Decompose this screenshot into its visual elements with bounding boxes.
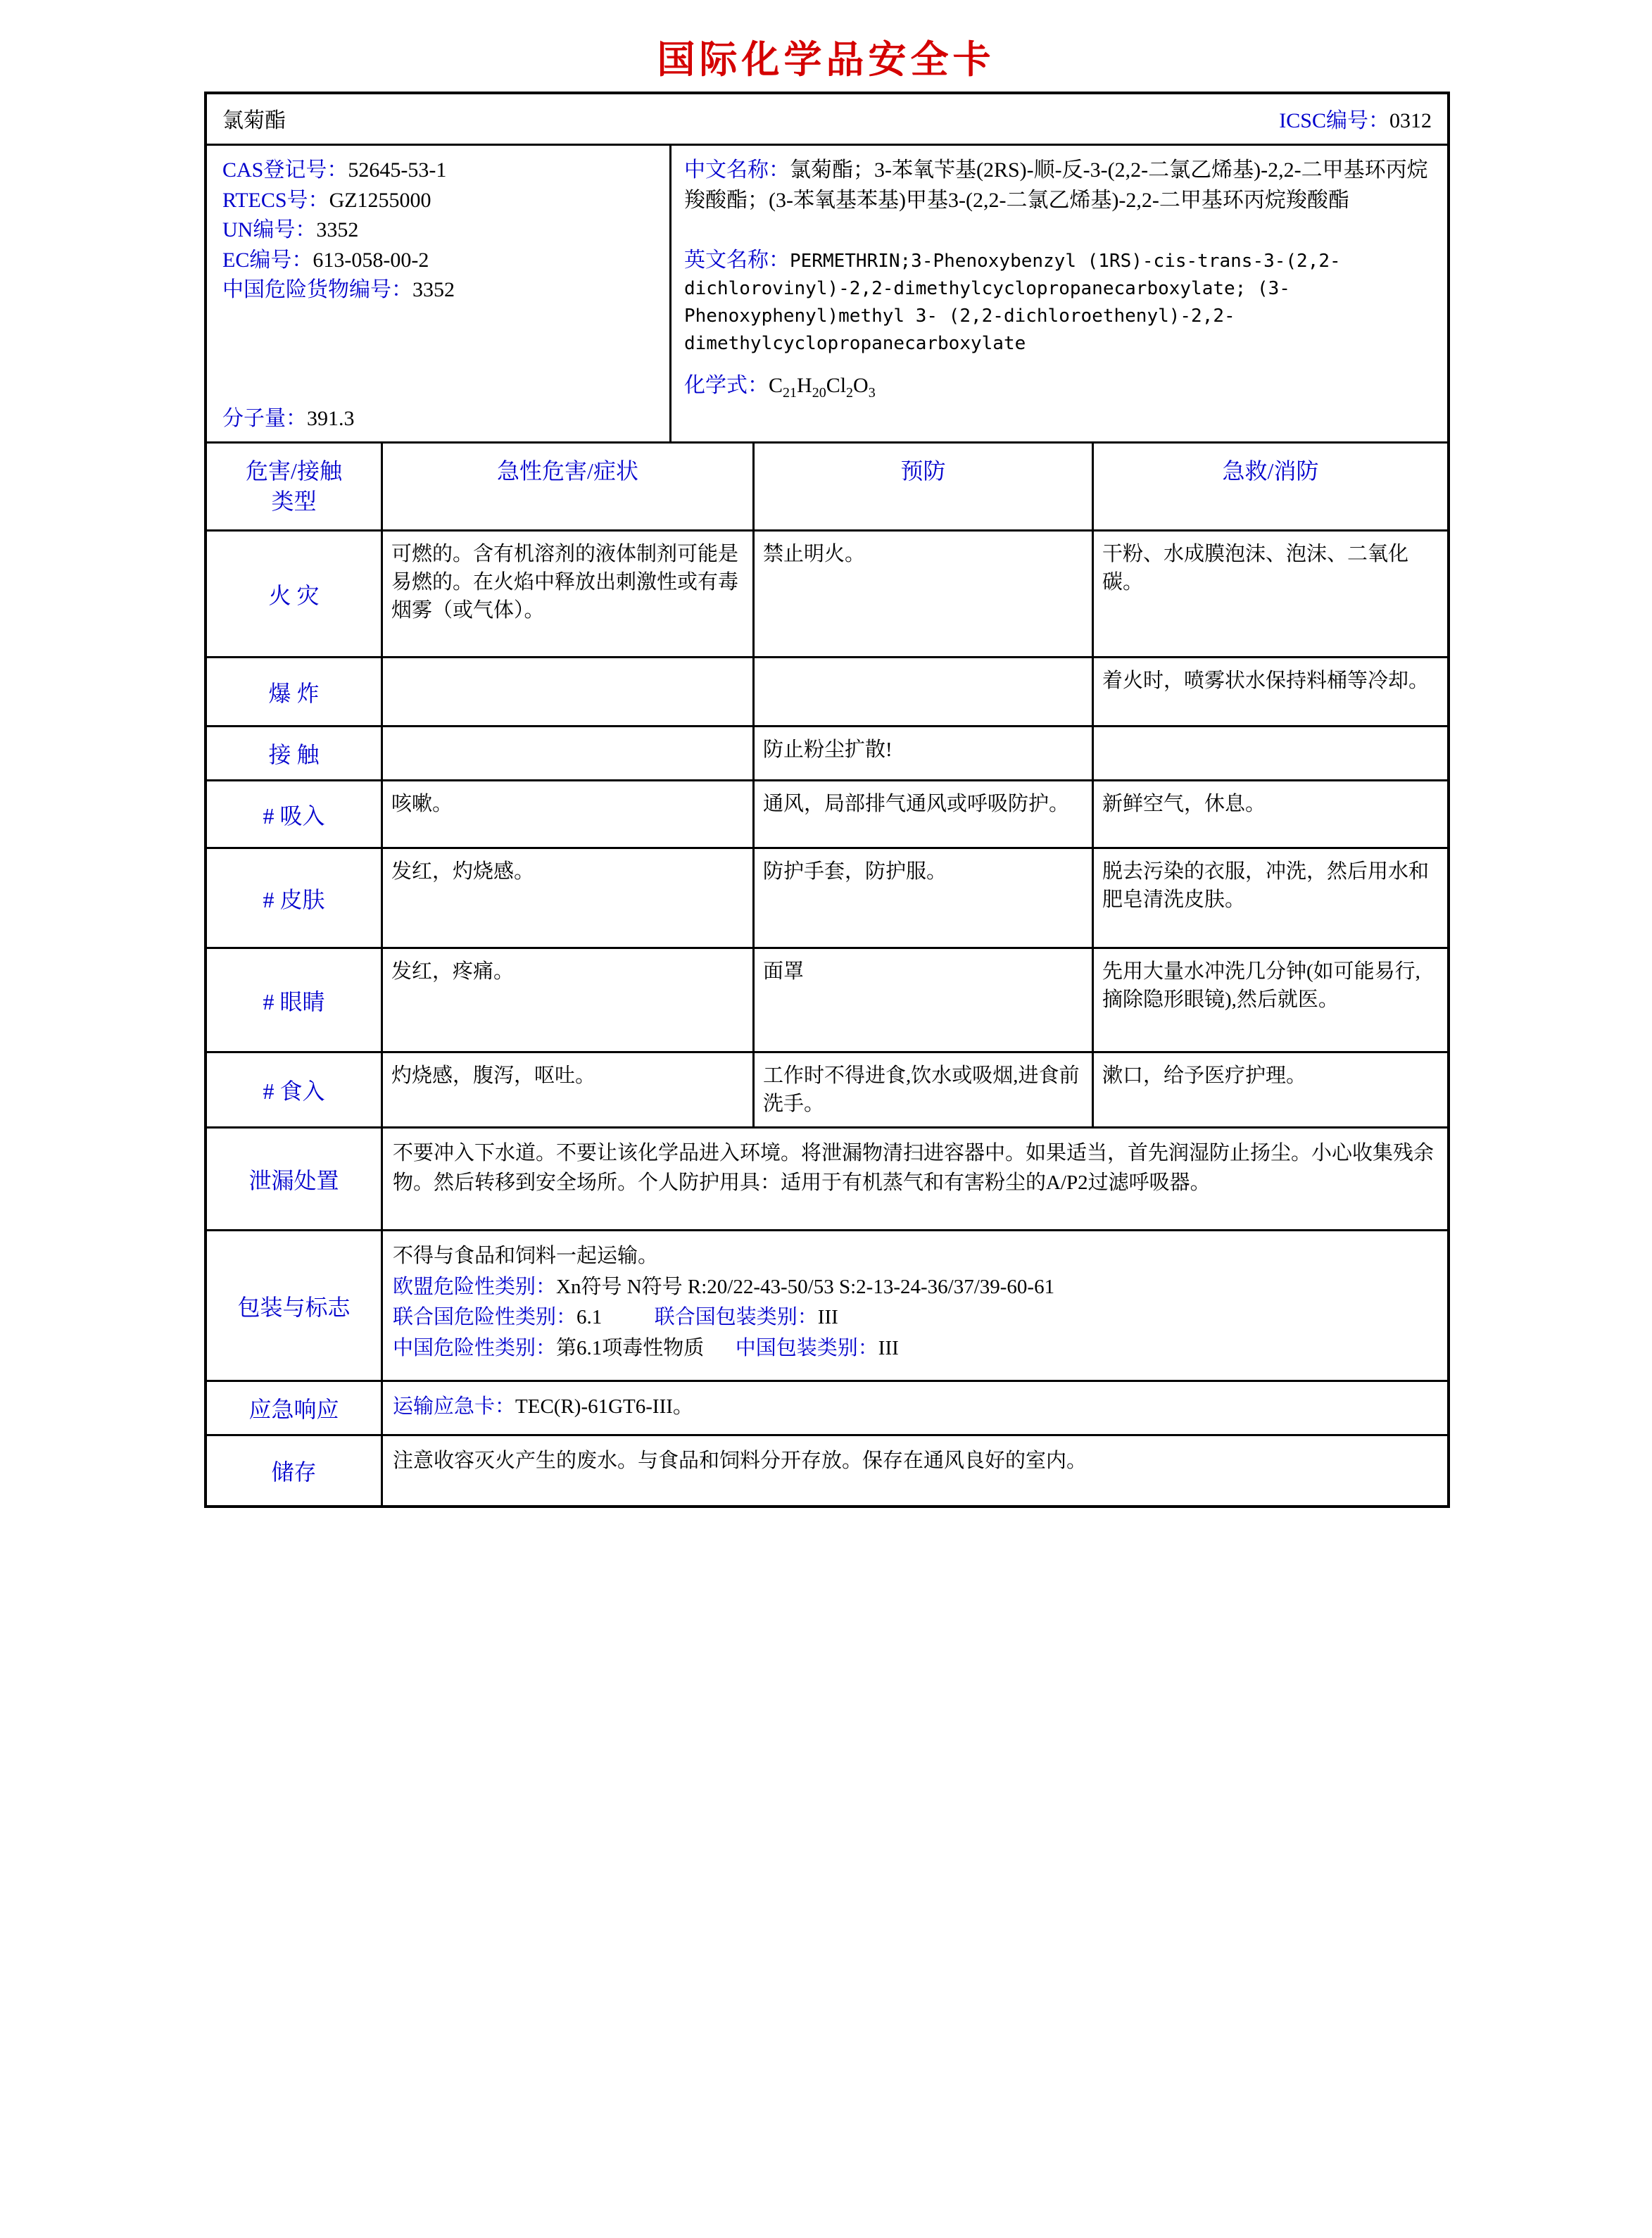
identifier-ec <box>222 246 662 276</box>
row-prevention-eyes: 面罩 <box>755 949 1094 1051</box>
column-header-firstaid: 急救/消防 <box>1222 458 1319 484</box>
packaging-eu <box>393 1272 1436 1303</box>
identifier-cas-value: 52645-53-1 <box>348 158 447 182</box>
emergency-card-label: 运输应急卡： <box>393 1395 516 1419</box>
row-symptoms-inhalation: 咳嗽。 <box>383 781 755 847</box>
packaging-un-hazard-value: 6.1 <box>576 1306 603 1329</box>
column-header-type: 危害/接触 类型 <box>207 444 383 529</box>
storage-row <box>207 1436 1447 1505</box>
english-name-value: PERMETHRIN;3-Phenoxybenzyl (1RS)-cis-trans-3-(2,2-dichlorovinyl)-2,2-dimethylcyclopropanecarboxylate; (3-Phenoxyphenyl)methyl 3- (2,2-dichloroethenyl)-2,2-dimethylcyclopropanecarboxylate <box>684 251 1341 355</box>
row-firstaid-fire: 干粉、水成膜泡沫、泡沫、二氧化碳。 <box>1102 543 1409 594</box>
emergency-row <box>207 1382 1447 1436</box>
chemical-formula-value: $C_{21}H_{20}Cl_2O_3$ <box>769 374 876 401</box>
row-symptoms-fire: 可燃的。含有机溶剂的液体制剂可能是易燃的。在火焰中释放出刺激性或有毒烟雾（或气体）。 <box>383 532 755 656</box>
row-firstaid-skin: 脱去污染的衣服，冲洗，然后用水和肥皂清洗皮肤。 <box>1102 860 1430 912</box>
storage-label: 储存 <box>207 1436 383 1505</box>
identifier-cn-dangerous-goods <box>222 275 662 306</box>
packaging-cn-hazard-value: 第6.1项毒性物质 <box>556 1336 705 1359</box>
emergency-card-value: TEC(R)-61GT6-III。 <box>515 1395 693 1419</box>
identifier-ec-label: EC编号： <box>222 248 313 272</box>
identifier-un <box>222 215 662 246</box>
column-header-symptoms: 急性危害/症状 <box>383 444 755 529</box>
packaging-un <box>393 1302 1436 1333</box>
column-header-prevention: 预防 <box>755 444 1094 529</box>
row-firstaid-inhalation: 新鲜空气，休息。 <box>1102 793 1266 816</box>
spillage-label: 泄漏处置 <box>207 1129 383 1229</box>
icsc-number: 0312 <box>1389 109 1432 132</box>
packaging-row <box>207 1231 1447 1382</box>
molecular-weight-value: 391.3 <box>307 407 355 430</box>
table-row <box>207 849 1447 949</box>
card-header <box>207 94 1447 146</box>
packaging-line1: 不得与食品和饲料一起运输。 <box>393 1245 659 1268</box>
packaging-cn <box>393 1333 1436 1364</box>
identifier-cas <box>222 156 662 186</box>
row-symptoms-eyes: 发红，疼痛。 <box>383 949 755 1051</box>
row-category-exposure: 接 触 <box>207 727 383 779</box>
table-row <box>207 781 1447 849</box>
identifier-un-label: UN编号： <box>222 218 317 242</box>
row-symptoms-explosion <box>383 658 755 725</box>
page-title: 国际化学品安全卡 <box>657 37 995 82</box>
chinese-name <box>684 156 1436 215</box>
english-name-label: 英文名称： <box>684 249 790 272</box>
row-symptoms-ingestion: 灼烧感，腹泻，呕吐。 <box>383 1053 755 1126</box>
row-firstaid-exposure <box>1094 727 1447 779</box>
table-row <box>207 532 1447 658</box>
identifier-un-value: 3352 <box>316 218 359 242</box>
icsc-number-group <box>1279 103 1432 134</box>
row-symptoms-exposure <box>383 727 755 779</box>
emergency-label: 应急响应 <box>207 1382 383 1434</box>
row-prevention-explosion <box>755 658 1094 725</box>
identification-block <box>207 146 1447 444</box>
table-row <box>207 949 1447 1053</box>
packaging-un-hazard-label: 联合国危险性类别： <box>393 1306 577 1329</box>
identifier-rtecs <box>222 186 662 216</box>
row-prevention-skin: 防护手套，防护服。 <box>755 849 1094 947</box>
identifier-rtecs-label: RTECS号： <box>222 188 329 212</box>
packaging-cn-pack-value: III <box>878 1336 899 1359</box>
row-firstaid-explosion: 着火时，喷雾状水保持料桶等冷却。 <box>1102 669 1430 693</box>
row-category-eyes: # 眼睛 <box>207 949 383 1051</box>
packaging-label: 包装与标志 <box>207 1231 383 1380</box>
identifier-list <box>207 146 671 441</box>
identifier-ec-value: 613-058-00-2 <box>313 248 429 272</box>
substance-name: 氯菊酯 <box>222 109 286 132</box>
row-prevention-ingestion: 工作时不得进食,饮水或吸烟,进食前洗手。 <box>755 1053 1094 1126</box>
row-category-ingestion: # 食入 <box>207 1053 383 1126</box>
table-row <box>207 1053 1447 1129</box>
row-firstaid-eyes: 先用大量水冲洗几分钟(如可能易行,摘除隐形眼镜),然后就医。 <box>1102 960 1420 1012</box>
row-category-explosion: 爆 炸 <box>207 658 383 725</box>
icsc-card <box>204 92 1450 1508</box>
packaging-cn-hazard-label: 中国危险性类别： <box>393 1336 557 1359</box>
english-name <box>684 242 1436 358</box>
packaging-cn-pack-label: 中国包装类别： <box>735 1336 878 1359</box>
spillage-row <box>207 1129 1447 1231</box>
molecular-weight <box>222 401 355 432</box>
row-prevention-inhalation: 通风，局部排气通风或呼吸防护。 <box>755 781 1094 847</box>
row-symptoms-skin: 发红，灼烧感。 <box>383 849 755 947</box>
hazard-table-header <box>207 444 1447 532</box>
row-prevention-fire: 禁止明火。 <box>755 532 1094 656</box>
packaging-eu-label: 欧盟危险性类别： <box>393 1275 557 1298</box>
table-row <box>207 658 1447 727</box>
molecular-weight-label: 分子量： <box>222 407 307 430</box>
identifier-cn-label: 中国危险货物编号： <box>222 278 412 302</box>
table-row <box>207 727 1447 781</box>
chinese-name-label: 中文名称： <box>684 158 790 182</box>
icsc-label: ICSC编号： <box>1279 109 1389 132</box>
packaging-text <box>383 1231 1447 1380</box>
storage-text: 注意收容灭火产生的废水。与食品和饲料分开存放。保存在通风良好的室内。 <box>393 1450 1087 1473</box>
spillage-text: 不要冲入下水道。不要让该化学品进入环境。将泄漏物清扫进容器中。如果适当，首先润湿防止扬尘。小心收集残余物。然后转移到安全场所。个人防护用具：适用于有机蒸气和有害粉尘的A/P2过滤呼吸器。 <box>393 1142 1435 1195</box>
row-category-fire: 火 灾 <box>207 532 383 656</box>
row-category-skin: # 皮肤 <box>207 849 383 947</box>
packaging-un-pack-label: 联合国包装类别： <box>654 1306 818 1329</box>
identifier-rtecs-value: GZ1255000 <box>329 188 431 212</box>
row-firstaid-ingestion: 漱口，给予医疗护理。 <box>1102 1064 1307 1088</box>
identifier-cas-label: CAS登记号： <box>222 158 348 182</box>
identifier-cn-value: 3352 <box>412 278 455 302</box>
emergency-text <box>383 1382 1447 1434</box>
chemical-formula-label: 化学式： <box>684 374 769 398</box>
chinese-name-value: 氯菊酯；3-苯氧苄基(2RS)-顺-反-3-(2,2-二氯乙烯基)-2,2-二甲基环丙烷羧酸酯；(3-苯氧基苯基)甲基3-(2,2-二氯乙烯基)-2,2-二甲基环丙烷羧酸酯 <box>684 158 1428 212</box>
row-prevention-exposure: 防止粉尘扩散! <box>755 727 1094 779</box>
row-category-inhalation: # 吸入 <box>207 781 383 847</box>
names-block <box>671 146 1447 441</box>
packaging-un-pack-value: III <box>817 1306 838 1329</box>
packaging-eu-value: Xn符号 N符号 R:20/22-43-50/53 S:2-13-24-36/37/39-60-61 <box>556 1275 1055 1298</box>
chemical-formula <box>684 367 1436 401</box>
